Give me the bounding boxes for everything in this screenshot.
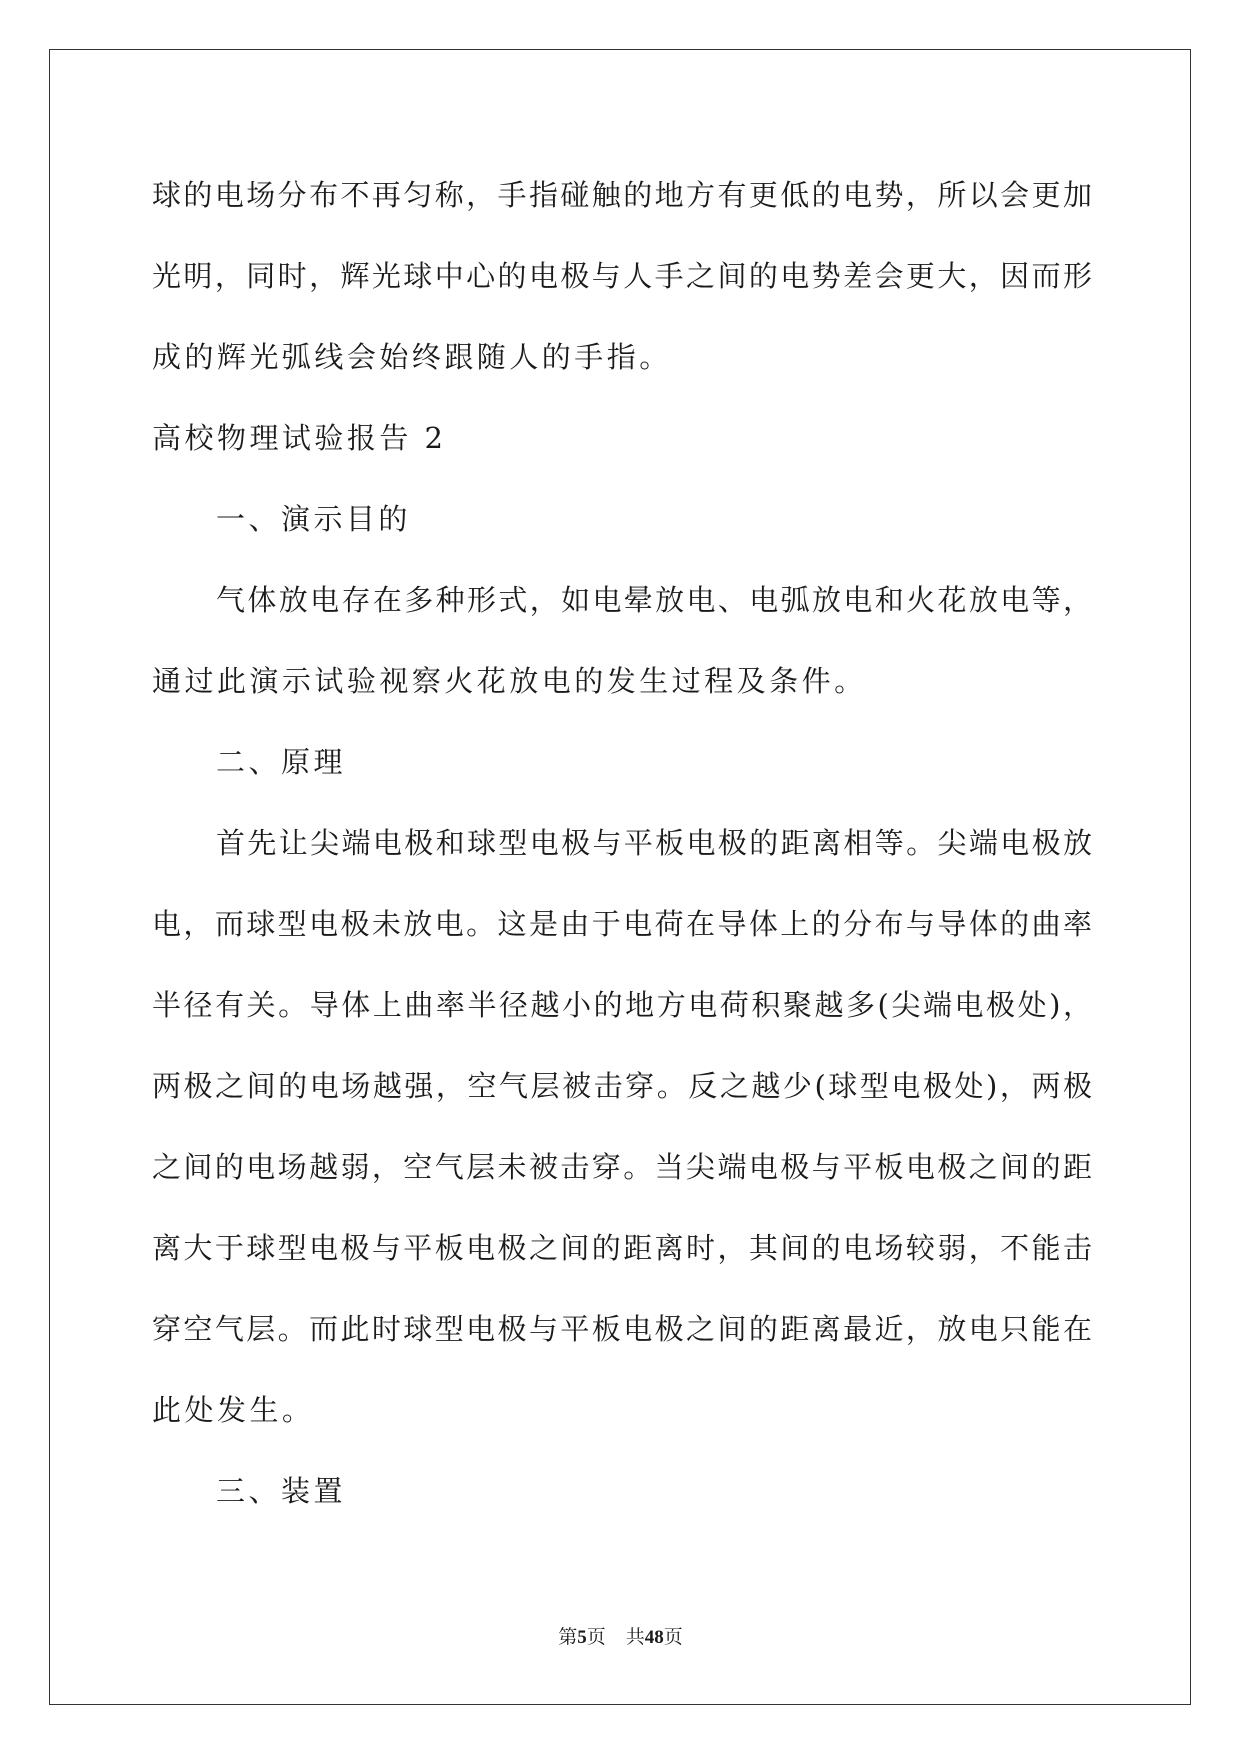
page-unit: 页 [586,1626,606,1648]
total-prefix: 共 [625,1626,645,1648]
paragraph-line: 半径有关。导体上曲率半径越小的地方电荷积聚越多(尖端电极处)， [152,988,1092,1022]
paragraph-line: 穿空气层。而此时球型电极与平板电极之间的距离最近，放电只能在 [152,1312,1092,1346]
section-title: 高校物理试验报告 2 [152,421,447,455]
heading-principle: 二、原理 [216,745,346,779]
paragraph-line: 球的电场分布不再匀称，手指碰触的地方有更低的电势，所以会更加 [152,178,1092,212]
paragraph-line: 此处发生。 [152,1393,315,1427]
document-body [152,155,1092,1532]
paragraph-line: 两极之间的电场越强，空气层被击穿。反之越少(球型电极处)，两极 [152,1069,1092,1103]
page-number: 5 [577,1627,587,1648]
paragraph-line: 电，而球型电极未放电。这是由于电荷在导体上的分布与导体的曲率 [152,907,1092,941]
total-unit: 页 [663,1626,683,1648]
paragraph-line: 离大于球型电极与平板电极之间的距离时，其间的电场较弱，不能击 [152,1231,1092,1265]
page-prefix: 第 [558,1626,578,1648]
paragraph-line: 光明，同时，辉光球中心的电极与人手之间的电势差会更大，因而形 [152,259,1092,293]
heading-purpose: 一、演示目的 [216,502,411,536]
paragraph-line: 之间的电场越弱，空气层未被击穿。当尖端电极与平板电极之间的距 [152,1150,1092,1184]
total-pages: 48 [644,1627,664,1648]
paragraph-line: 首先让尖端电极和球型电极与平板电极的距离相等。尖端电极放 [216,826,1092,860]
paragraph-line: 气体放电存在多种形式，如电晕放电、电弧放电和火花放电等， [216,583,1092,617]
paragraph-line: 成的辉光弧线会始终跟随人的手指。 [152,340,672,374]
paragraph-line: 通过此演示试验视察火花放电的发生过程及条件。 [152,664,867,698]
page-footer [0,1622,1241,1649]
heading-apparatus: 三、装置 [216,1474,346,1508]
